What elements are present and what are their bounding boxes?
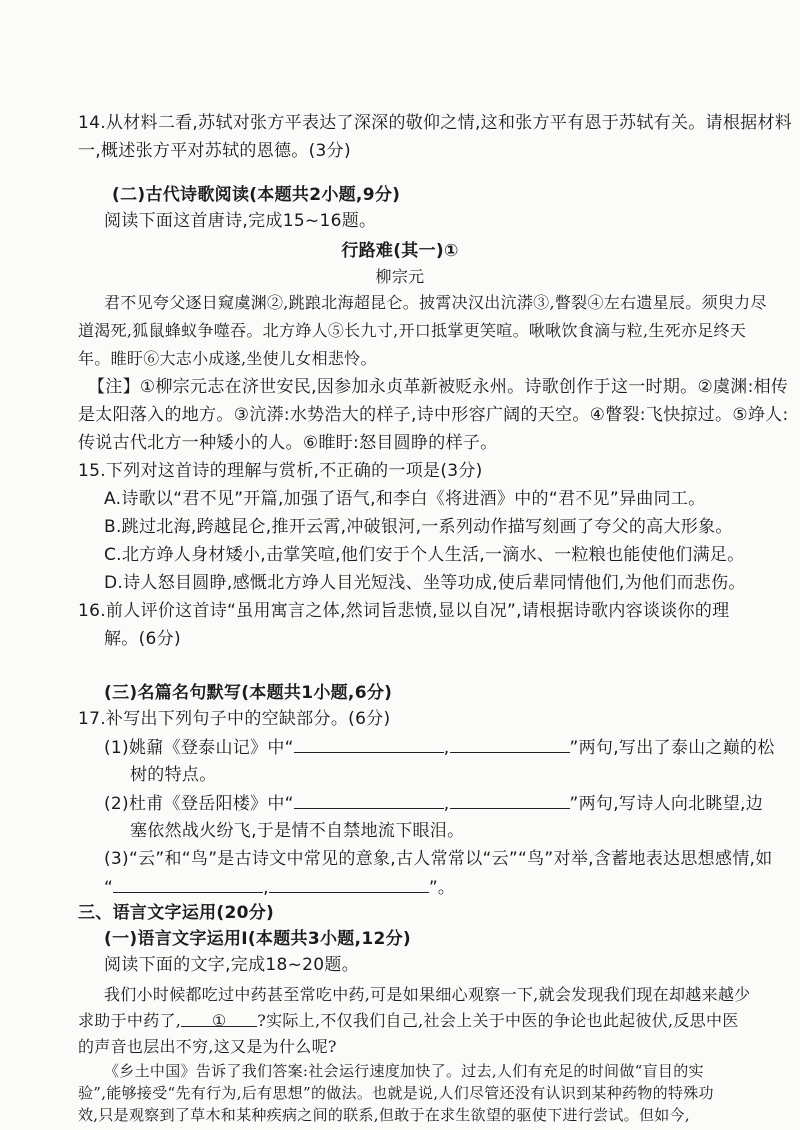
q17-blank-3b[interactable] [269,876,429,893]
passage-line4: 《乡土中国》告诉了我们答案:社会运行速度加快了。过去,人们有充足的时间做“盲目的实 [104,1062,704,1080]
poem-author: 柳宗元 [375,267,425,286]
passage-line2-start: 求助于中药了, [78,1011,182,1030]
passage-line2 [78,1010,739,1032]
poem-line3: 年。睢盱⑥大志小成遂,坐使儿女相悲怜。 [78,349,377,368]
q16-line1: 16.前人评价这首诗“虽用寓言之体,然词旨悲愤,显以自况”,请根据诗歌内容谈谈你的理 [78,601,730,621]
notes-line3: 传说古代北方一种矮小的人。⑥睢盱:怒目圆睁的样子。 [78,433,498,453]
q15-option-a: A.诗歌以“君不见”开篇,加强了语气,和李白《将进酒》中的“君不见”异曲同工。 [104,489,706,509]
q17-item2-prefix: (2)杜甫《登岳阳楼》中“ [104,794,294,814]
section3-heading: (三)名篇名句默写(本题共1小题,6分) [104,683,393,703]
q17-item3: (3)“云”和“鸟”是古诗文中常见的意象,古人常常以“云”“鸟”对举,含蓄地表达思想感情,如 [104,849,773,869]
poem-line1: 君不见夸父逐日窥虞渊②,跳踉北海超昆仑。披霄决汉出沆漭③,瞥裂④左右遗星辰。须臾力尽 [104,293,767,312]
q17-stem: 17.补写出下列句子中的空缺部分。(6分) [78,709,391,729]
q17-blank-3a[interactable] [113,876,263,893]
q17-item3-open: “ [104,878,114,898]
q15-option-b: B.跳过北海,跨越昆仑,推开云霄,冲破银河,一系列动作描写刻画了夸父的高大形象。 [104,517,733,537]
q17-blank-2a[interactable] [294,792,444,809]
q15-option-c: C.北方竫人身材矮小,击掌笑喧,他们安于个人生活,一滴水、一粒粮也能使他们满足。 [104,545,745,565]
passage-line1: 我们小时候都吃过中药甚至常吃中药,可是如果细心观察一下,就会发现我们现在却越来越少 [104,985,751,1004]
section2-heading: (二)古代诗歌阅读(本题共2小题,9分) [112,185,401,205]
q15-option-d: D.诗人怒目圆睁,感慨北方竫人目光短浅、坐等功成,使后辈同情他们,为他们而悲伤。 [104,573,746,593]
q14-line2: 一,概述张方平对苏轼的恩德。(3分) [78,141,351,161]
notes-line1: 【注】①柳宗元志在济世安民,因参加永贞革新被贬永州。诗歌创作于这一时期。②虞渊:相传 [88,377,789,397]
q17-blank-1a[interactable] [294,736,444,753]
poem-line2: 道渴死,狐鼠蜂蚁争噬吞。北方竫人⑤长九寸,开口抵掌更笑喧。啾啾饮食滴与粒,生死亦足终天 [78,321,747,340]
q17-item2-sep: , [443,794,450,814]
subsection1-heading: (一)语言文字运用Ⅰ(本题共3小题,12分) [104,929,411,949]
passage-blank-1[interactable] [181,1010,257,1030]
passage-blank-1-marker: ① [211,1011,227,1030]
notes-line2: 是太阳落入的地方。③沆漭:水势浩大的样子,诗中形容广阔的天空。④瞥裂:飞快掠过。⑤竫人: [78,405,789,425]
passage-line5: 验”,能够接受“先有行为,后有思想”的做法。也就是说,人们尽管还没有认识到某种药物的特殊功 [78,1084,714,1102]
q17-item3-sep: , [263,878,269,898]
section2-instruction: 阅读下面这首唐诗,完成15~16题。 [104,211,377,231]
q17-item3-close: ”。 [428,878,456,898]
q17-item2 [104,792,763,815]
q17-item3-answer [104,876,455,899]
q15-stem: 15.下列对这首诗的理解与赏析,不正确的一项是(3分) [78,461,483,481]
subsection1-instruction: 阅读下面的文字,完成18~20题。 [104,955,360,975]
q17-item1-cont: 树的特点。 [130,765,217,785]
q17-item2-suffix: ”两句,写诗人向北眺望,边 [569,794,764,814]
q17-blank-2b[interactable] [450,792,570,809]
q17-item1-suffix: ”两句,写出了泰山之巅的松 [569,738,775,758]
passage-line6: 效,只是观察到了草木和某种疾病之间的联系,但敢于在求生欲望的驱使下进行尝试。但如今, [78,1106,690,1124]
q17-item1-prefix: (1)姚鼐《登泰山记》中“ [104,738,294,758]
q16-line2: 解。(6分) [104,629,181,649]
passage-line3: 的声音也层出不穷,这又是为什么呢? [78,1037,337,1056]
passage-line2-end: ?实际上,不仅我们自己,社会上关于中医的争论也此起彼伏,反思中医 [257,1011,739,1030]
part3-heading: 三、语言文字运用(20分) [78,903,275,923]
q14-line1: 14.从材料二看,苏轼对张方平表达了深深的敬仰之情,这和张方平有恩于苏轼有关。请根据材料 [78,113,793,133]
q17-item1 [104,736,775,759]
poem-title: 行路难(其一)① [341,241,459,261]
q17-item2-cont: 塞依然战火纷飞,于是情不自禁地流下眼泪。 [130,821,465,841]
q17-blank-1b[interactable] [450,736,570,753]
q17-item1-sep: , [443,738,450,758]
